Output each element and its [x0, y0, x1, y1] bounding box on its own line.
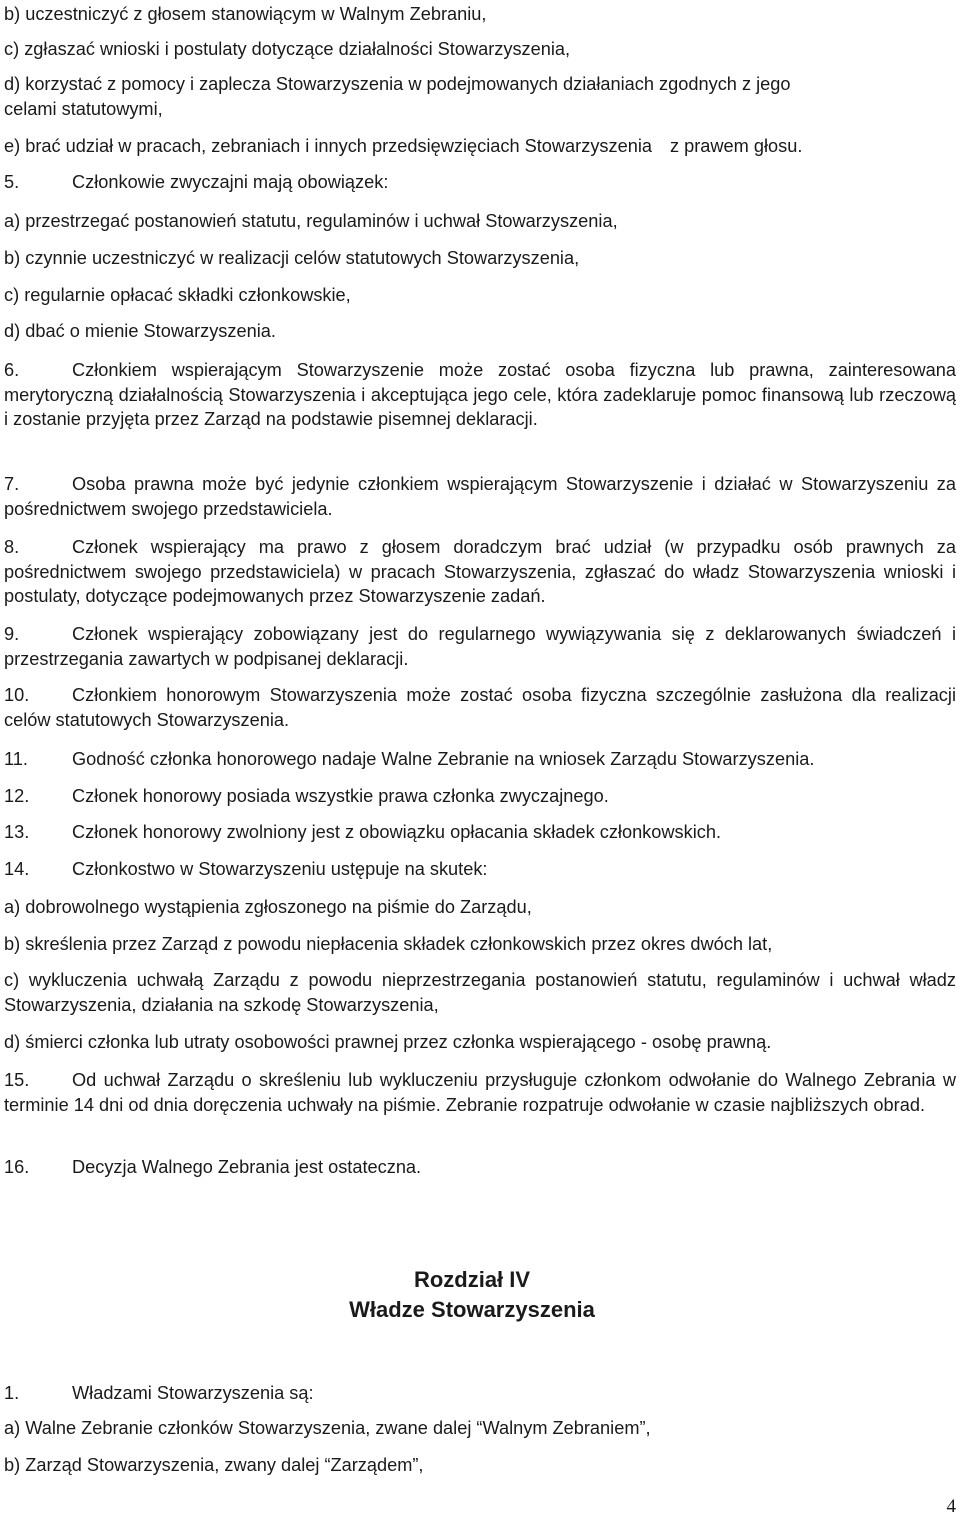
- list-item: c) zgłaszać wnioski i postulaty dotyczące działalności Stowarzyszenia,: [4, 39, 571, 59]
- paragraph-number: 10.: [4, 685, 30, 705]
- paragraph-15: [4, 1068, 956, 1117]
- list-item: b) Zarząd Stowarzyszenia, zwany dalej “Zarządem”,: [4, 1455, 424, 1475]
- paragraph-number: 16.: [4, 1157, 30, 1177]
- paragraph-14: [4, 857, 956, 881]
- paragraph-number: 13.: [4, 822, 30, 842]
- paragraph-number: 12.: [4, 786, 30, 806]
- paragraph-number: 1.: [4, 1383, 20, 1403]
- paragraph-12: [4, 784, 956, 808]
- section-1: [4, 1381, 956, 1405]
- paragraph-number: 7.: [4, 474, 20, 494]
- paragraph-text: Godność członka honorowego nadaje Walne Zebranie na wniosek Zarządu Stowarzyszenia.: [72, 749, 815, 769]
- paragraph-8: [4, 535, 956, 609]
- paragraph-text: Członkiem honorowym Stowarzyszenia może zostać osoba fizyczna szczególnie zasłużona dla realizacji celów statutowych Stowarzyszenia.: [4, 685, 956, 730]
- paragraph-text: Władzami Stowarzyszenia są:: [72, 1383, 314, 1403]
- list-item: [4, 134, 956, 158]
- list-item-text-tail: z prawem głosu.: [669, 136, 803, 156]
- list-item: a) dobrowolnego wystąpienia zgłoszonego na piśmie do Zarządu,: [4, 897, 532, 917]
- paragraph-16: [4, 1155, 956, 1179]
- paragraph-number: 6.: [4, 360, 20, 380]
- paragraph-number: 11.: [4, 749, 28, 769]
- paragraph-text: Członek honorowy zwolniony jest z obowiązku opłacania składek członkowskich.: [72, 822, 722, 842]
- paragraph-9: [4, 622, 956, 671]
- list-item: b) czynnie uczestniczyć w realizacji celów statutowych Stowarzyszenia,: [4, 248, 580, 268]
- paragraph-text: Od uchwał Zarządu o skreśleniu lub wykluczeniu przysługuje członkom odwołanie do Walnego Zebrania w terminie 14 dni od dnia doręczenia uchwały na piśmie. Zebranie rozpatruje odwołanie w czasie najbliższych obrad.: [4, 1070, 956, 1115]
- paragraph-text: Członkostwo w Stowarzyszeniu ustępuje na skutek:: [72, 859, 488, 879]
- chapter-subtitle: Władze Stowarzyszenia: [349, 1297, 595, 1322]
- paragraph-number: 8.: [4, 537, 20, 557]
- page-number: 4: [946, 1496, 956, 1517]
- list-item: b) skreślenia przez Zarząd z powodu niepłacenia składek członkowskich przez okres dwóch lat,: [4, 934, 773, 954]
- paragraph-number: 14.: [4, 859, 30, 879]
- list-item: c) wykluczenia uchwałą Zarządu z powodu nieprzestrzegania postanowień statutu, regulaminów i uchwał władz Stowarzyszenia, działania na szkodę Stowarzyszenia,: [4, 970, 956, 1015]
- paragraph-13: [4, 820, 956, 844]
- paragraph-text: Członek honorowy posiada wszystkie prawa członka zwyczajnego.: [72, 786, 609, 806]
- list-item: d) korzystać z pomocy i zaplecza Stowarzyszenia w podejmowanych działaniach zgodnych z jego: [4, 74, 791, 94]
- paragraph-7: [4, 472, 956, 521]
- paragraph-text: Decyzja Walnego Zebrania jest ostateczna.: [72, 1157, 422, 1177]
- list-item: a) Walne Zebranie członków Stowarzyszenia, zwane dalej “Walnym Zebraniem”,: [4, 1418, 651, 1438]
- paragraph-number: 9.: [4, 624, 20, 644]
- paragraph-11: [4, 747, 956, 771]
- paragraph-number: 5.: [4, 172, 20, 192]
- list-item: a) przestrzegać postanowień statutu, regulaminów i uchwał Stowarzyszenia,: [4, 211, 618, 231]
- paragraph-text: Członkiem wspierającym Stowarzyszenie może zostać osoba fizyczna lub prawna, zainteresowana merytoryczną działalnością Stowarzyszenia i akceptująca jego cele, która zadeklaruje pomoc finansową lub rzeczową i zostanie przyjęta przez Zarząd na podstawie pisemnej deklaracji.: [4, 360, 956, 430]
- paragraph-text: Członkowie zwyczajni mają obowiązek:: [72, 172, 389, 192]
- paragraph-5: [4, 170, 956, 194]
- list-item-continuation: celami statutowymi,: [4, 99, 163, 119]
- paragraph-text: Członek wspierający ma prawo z głosem doradczym brać udział (w przypadku osób prawnych za pośrednictwem swojego przedstawiciela) w pracach Stowarzyszenia, zgłaszać do władz Stowarzyszenia wnioski i postulaty, dotyczące podejmowanych przez Stowarzyszenie zadań.: [4, 537, 956, 607]
- paragraph-text: Członek wspierający zobowiązany jest do regularnego wywiązywania się z deklarowanych świadczeń i przestrzegania zawartych w podpisanej deklaracji.: [4, 624, 956, 669]
- list-item: c) regularnie opłacać składki członkowskie,: [4, 285, 351, 305]
- paragraph-text: Osoba prawna może być jedynie członkiem wspierającym Stowarzyszenie i działać w Stowarzyszeniu za pośrednictwem swojego przedstawiciela.: [4, 474, 956, 519]
- paragraph-10: [4, 683, 956, 732]
- list-item: b) uczestniczyć z głosem stanowiącym w Walnym Zebraniu,: [4, 4, 487, 24]
- paragraph-number: 15.: [4, 1070, 30, 1090]
- list-item-text: e) brać udział w pracach, zebraniach i innych przedsięwzięciach Stowarzyszenia: [4, 136, 652, 156]
- list-item: d) śmierci członka lub utraty osobowości prawnej przez członka wspierającego - osobę prawną.: [4, 1032, 772, 1052]
- chapter-title: Rozdział IV: [413, 1267, 531, 1292]
- paragraph-6: [4, 358, 956, 432]
- list-item: d) dbać o mienie Stowarzyszenia.: [4, 321, 276, 341]
